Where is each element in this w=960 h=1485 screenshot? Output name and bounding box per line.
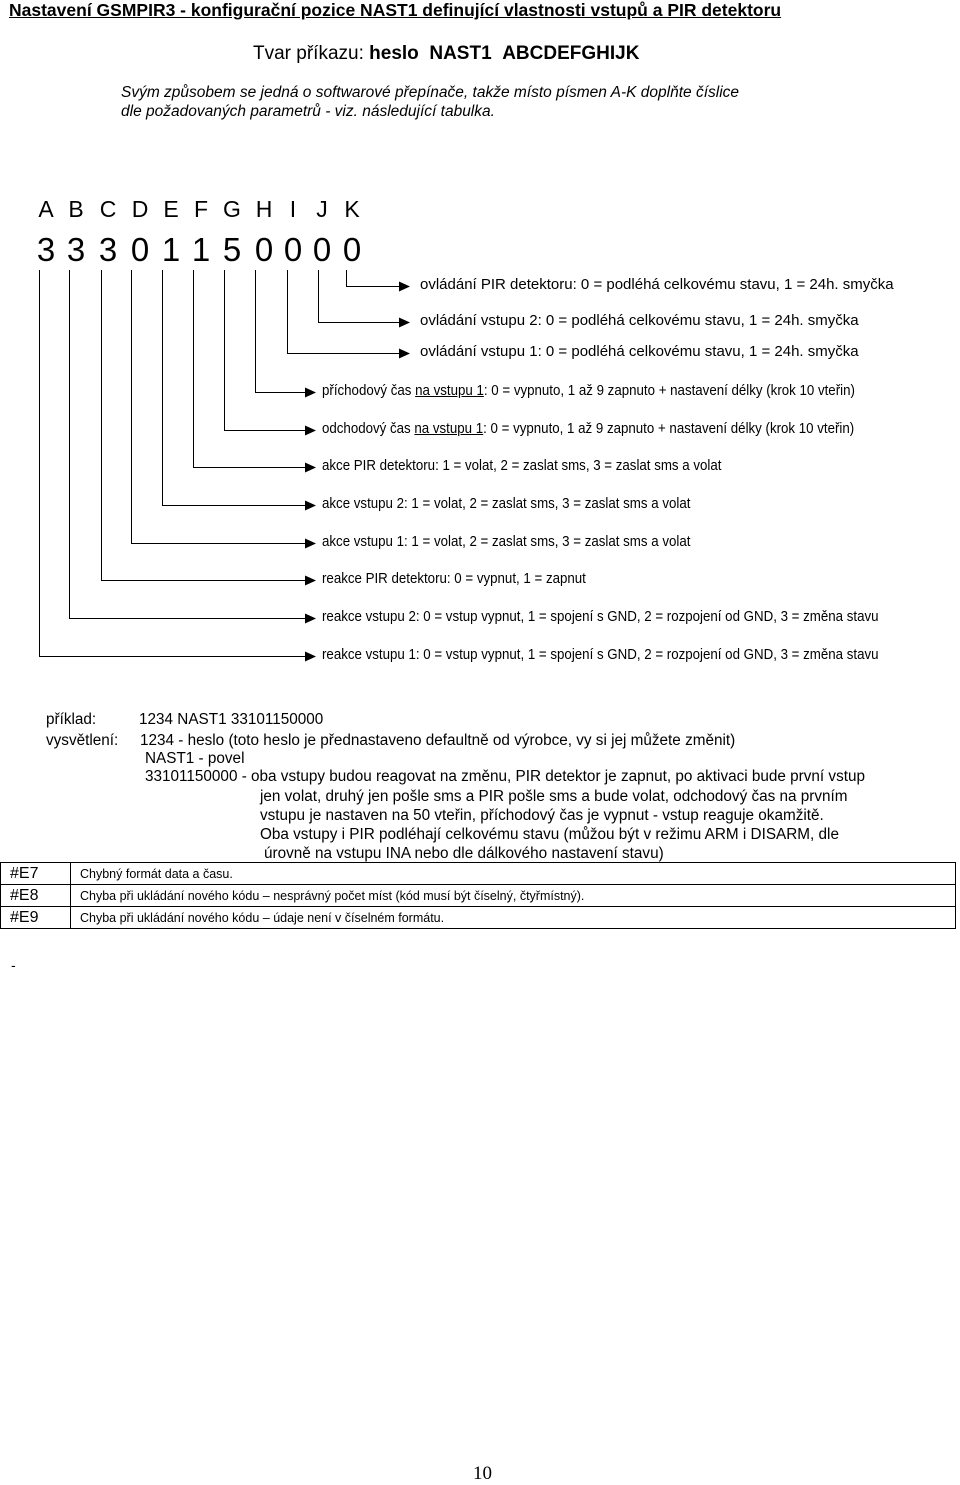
error-code: #E9 xyxy=(1,907,71,929)
explain-label: vysvětlení: xyxy=(46,732,119,749)
letter-a: A xyxy=(38,196,54,222)
table-row xyxy=(1,885,956,907)
connector-i xyxy=(288,270,401,354)
connector-g xyxy=(225,270,307,431)
explain-line-1: 1234 - heslo (toto heslo je přednastaveno defaultně od výrobce, vy si jej můžete změnit) xyxy=(140,732,736,749)
stray-mark: - xyxy=(11,957,16,973)
explain-line-7: úrovně na vstupu INA nebo dle dálkového nastavení stavu) xyxy=(264,845,664,862)
digit-e: 1 xyxy=(161,231,181,268)
digit-h: 0 xyxy=(254,231,274,268)
command-word-heslo: heslo xyxy=(369,43,419,64)
explain-line-3: 33101150000 - oba vstupy budou reagovat na změnu, PIR detektor je zapnut, po aktivaci bude první vstup xyxy=(145,768,865,785)
digit-i: 0 xyxy=(283,231,303,268)
arrow-head-g xyxy=(305,426,316,436)
desc-g-pre: odchodový čas xyxy=(322,421,415,437)
example-value: 1234 NAST1 33101150000 xyxy=(139,711,324,728)
desc-g-underlined: na vstupu 1 xyxy=(414,421,484,437)
connector-e xyxy=(163,270,307,506)
desc-a: reakce vstupu 1: 0 = vstup vypnut, 1 = spojení s GND, 2 = rozpojení od GND, 3 = změna stavu xyxy=(322,647,879,663)
page-number: 10 xyxy=(473,1463,492,1484)
desc-i: ovládání vstupu 1: 0 = podléhá celkovému stavu, 1 = 24h. smyčka xyxy=(420,343,859,360)
letter-g: G xyxy=(223,196,241,222)
table-row xyxy=(1,863,956,885)
desc-c: reakce PIR detektoru: 0 = vypnut, 1 = zapnut xyxy=(322,571,586,587)
arrow-head-k xyxy=(399,282,410,292)
explain-line-5: vstupu je nastaven na 50 vteřin, příchodový čas je vypnut - vstup reaguje okamžitě. xyxy=(260,807,824,824)
letter-d: D xyxy=(131,196,149,222)
connector-j xyxy=(319,270,401,323)
document-title: Nastavení GSMPIR3 - konfigurační pozice NAST1 definující vlastnosti vstupů a PIR detektoru xyxy=(9,0,782,20)
intro-line-1: Svým způsobem se jedná o softwarové přepínače, takže místo písmen A-K doplňte číslice xyxy=(121,84,740,101)
connector-b xyxy=(70,270,307,619)
desc-g xyxy=(322,421,854,437)
digit-b: 3 xyxy=(66,231,86,268)
arrow-head-b xyxy=(305,614,316,624)
error-message: Chyba při ukládání nového kódu – údaje není v číselném formátu. xyxy=(71,907,956,929)
desc-e: akce vstupu 2: 1 = volat, 2 = zaslat sms, 3 = zaslat sms a volat xyxy=(322,496,691,512)
letter-k: K xyxy=(344,196,360,222)
table-row xyxy=(1,907,956,929)
arrow-head-e xyxy=(305,501,316,511)
error-message: Chybný formát data a času. xyxy=(71,863,956,885)
digit-g: 5 xyxy=(222,231,242,268)
connector-c xyxy=(102,270,307,581)
example-label: příklad: xyxy=(46,711,97,728)
letter-f: F xyxy=(193,196,209,222)
desc-h-post: : 0 = vypnuto, 1 až 9 zapnuto + nastavení délky (krok 10 vteřin) xyxy=(483,383,855,399)
digit-j: 0 xyxy=(312,231,332,268)
letter-j: J xyxy=(316,196,328,222)
letter-c: C xyxy=(99,196,117,222)
error-code: #E7 xyxy=(1,863,71,885)
desc-f: akce PIR detektoru: 1 = volat, 2 = zaslat sms, 3 = zaslat sms a volat xyxy=(322,458,722,474)
connector-k xyxy=(347,270,401,287)
digit-a: 3 xyxy=(36,231,56,268)
desc-g-post: : 0 = vypnuto, 1 až 9 zapnuto + nastavení délky (krok 10 vteřin) xyxy=(483,421,855,437)
connector-a xyxy=(40,270,307,657)
error-code-table xyxy=(0,862,956,929)
error-code: #E8 xyxy=(1,885,71,907)
intro-line-2: dle požadovaných parametrů - viz. následující tabulka. xyxy=(121,103,495,120)
arrow-head-a xyxy=(305,652,316,662)
letter-e: E xyxy=(163,196,179,222)
digit-d: 0 xyxy=(130,231,150,268)
command-prefix: Tvar příkazu: xyxy=(253,43,364,64)
arrow-head-d xyxy=(305,539,316,549)
arrow-head-c xyxy=(305,576,316,586)
command-word-nast1: NAST1 xyxy=(429,43,492,64)
arrow-head-f xyxy=(305,463,316,473)
explain-line-6: Oba vstupy i PIR podléhají celkovému stavu (můžou být v režimu ARM i DISARM, dle xyxy=(260,826,839,843)
digit-k: 0 xyxy=(342,231,362,268)
explain-line-2: NAST1 - povel xyxy=(145,750,245,767)
arrow-head-i xyxy=(399,349,410,359)
arrow-head-h xyxy=(305,388,316,398)
digit-f: 1 xyxy=(191,231,211,268)
desc-b: reakce vstupu 2: 0 = vstup vypnut, 1 = spojení s GND, 2 = rozpojení od GND, 3 = změna stavu xyxy=(322,609,879,625)
desc-h-pre: příchodový čas xyxy=(322,383,416,399)
error-message: Chyba při ukládání nového kódu – nesprávný počet míst (kód musí být číselný, čtyřmístný). xyxy=(71,885,956,907)
letter-b: B xyxy=(68,196,84,222)
desc-h xyxy=(322,383,855,399)
explain-line-4: jen volat, druhý jen pošle sms a PIR pošle sms a bude volat, odchodový čas na prvním xyxy=(260,788,848,805)
desc-k: ovládání PIR detektoru: 0 = podléhá celkovému stavu, 1 = 24h. smyčka xyxy=(420,276,894,293)
letter-i: I xyxy=(289,196,297,222)
connector-d xyxy=(132,270,307,544)
desc-h-underlined: na vstupu 1 xyxy=(415,383,484,399)
desc-d: akce vstupu 1: 1 = volat, 2 = zaslat sms, 3 = zaslat sms a volat xyxy=(322,534,691,550)
digit-c: 3 xyxy=(98,231,118,268)
connector-h xyxy=(256,270,307,393)
arrow-head-j xyxy=(399,318,410,328)
command-word-params: ABCDEFGHIJK xyxy=(502,43,640,64)
desc-j: ovládání vstupu 2: 0 = podléhá celkovému stavu, 1 = 24h. smyčka xyxy=(420,312,859,329)
connector-f xyxy=(194,270,307,468)
letter-h: H xyxy=(255,196,273,222)
